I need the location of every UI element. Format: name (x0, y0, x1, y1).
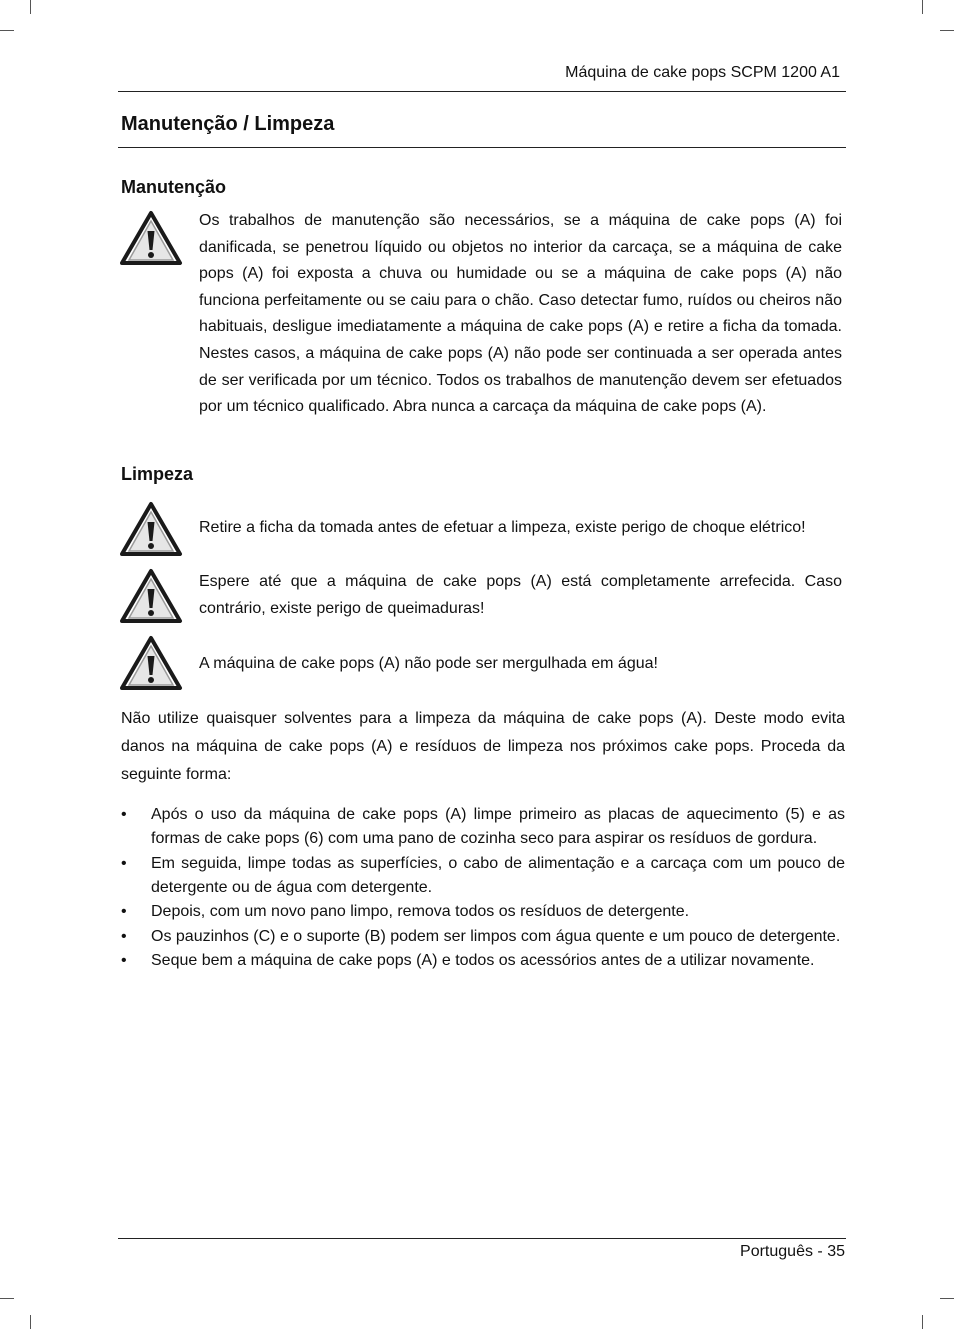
list-item-text: Os pauzinhos (C) e o suporte (B) podem ser limpos com água quente e um pouco de detergente. (151, 927, 841, 945)
crop-mark (922, 0, 923, 14)
bullet-icon: • (121, 854, 127, 872)
list-item (121, 900, 845, 924)
list-item-text: Seque bem a máquina de cake pops (A) e todos os acessórios antes de a utilizar novamente. (151, 952, 815, 969)
list-item (121, 803, 845, 851)
footer-language: Português (740, 1243, 813, 1260)
warning-icon (119, 210, 183, 266)
list-item-text: Depois, com um novo pano limpo, remova todos os resíduos de detergente. (151, 903, 690, 920)
footer-rule (118, 1238, 846, 1239)
crop-mark (922, 1315, 923, 1329)
warning-icon (119, 501, 183, 557)
warning-icon (119, 568, 183, 624)
crop-mark (940, 1298, 954, 1299)
section-rule (118, 147, 846, 148)
header-rule (118, 91, 846, 92)
bullet-icon: • (121, 927, 127, 945)
crop-mark (0, 30, 14, 31)
list-item (121, 949, 845, 973)
maintenance-heading: Manutenção (121, 177, 227, 197)
cleaning-warning-shock: Retire a ficha da tomada antes de efetuar a limpeza, existe perigo de choque elétrico! (199, 519, 806, 536)
page-number: 35 (827, 1243, 845, 1260)
cleaning-warning-burn: Espere até que a máquina de cake pops (A) está completamente arrefecida. Caso contrário, existe perigo de queimaduras! (199, 573, 842, 617)
crop-mark (30, 0, 31, 14)
crop-mark (0, 1298, 14, 1299)
list-item (121, 925, 845, 949)
bullet-icon: • (121, 903, 127, 920)
crop-mark (940, 30, 954, 31)
list-item-text: Após o uso da máquina de cake pops (A) limpe primeiro as placas de aquecimento (5) e as formas de cake pops (6) com uma pano de cozinha seco para aspirar os resíduos de gordura. (151, 806, 845, 847)
maintenance-text: Os trabalhos de manutenção são necessários, se a máquina de cake pops (A) foi danificada, se penetrou líquido ou objetos no interior da carcaça, se a máquina de cake pops (A) foi exposta a chuva ou humidade ou se a máquina de cake pops (A) não funciona perfeitamente ou se caiu para o chão. Caso detectar fumo, ruídos ou cheiros não habituais, desligue imediatamente a máquina de cake pops (A) e retire a ficha da tomada. Nestes casos, a máquina de cake pops (A) não pode ser continuada a ser operada antes de ser verificada por um técnico. Todos os trabalhos de manutenção devem ser efetuados por um técnico qualificado. Abra nunca a carcaça da máquina de cake pops (A). (199, 212, 842, 416)
cleaning-warning-water: A máquina de cake pops (A) não pode ser mergulhada em água! (199, 655, 658, 672)
list-item (121, 852, 845, 900)
page-header-title: Máquina de cake pops SCPM 1200 A1 (565, 64, 840, 81)
footer-separator: - (817, 1243, 823, 1260)
crop-mark (30, 1315, 31, 1329)
cleaning-intro: Não utilize quaisquer solventes para a limpeza da máquina de cake pops (A). Deste modo evita danos na máquina de cake pops (A) e resíduos de limpeza nos próximos cake pops. Proceda da seguinte forma: (121, 710, 845, 783)
page-footer (740, 1243, 845, 1261)
warning-icon (119, 635, 183, 691)
list-item-text: Em seguida, limpe todas as superfícies, o cabo de alimentação e a carcaça com um pouco de detergente ou de água com detergente. (151, 854, 845, 896)
cleaning-steps-list (121, 803, 845, 974)
section-title: Manutenção / Limpeza (121, 113, 335, 135)
bullet-icon: • (121, 952, 127, 969)
cleaning-heading: Limpeza (121, 464, 194, 484)
bullet-icon: • (121, 806, 127, 823)
